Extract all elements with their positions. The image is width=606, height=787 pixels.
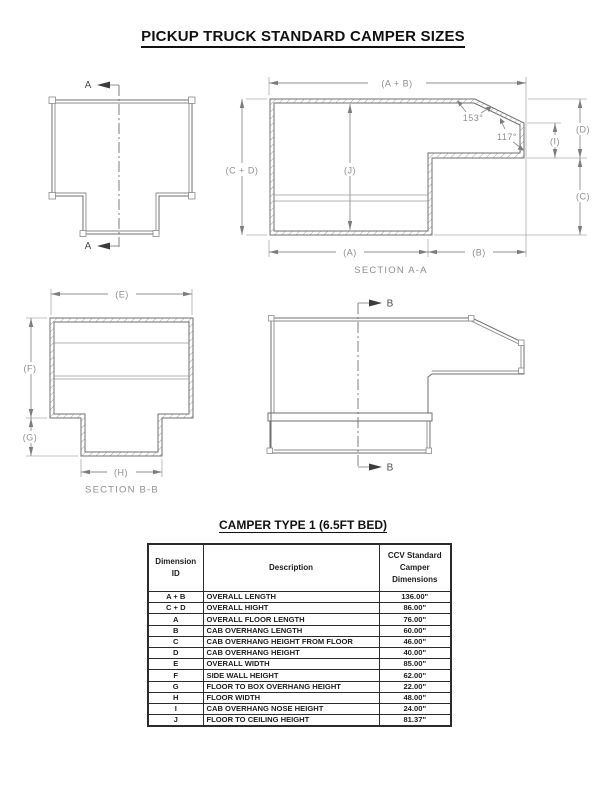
cell-value: 40.00" xyxy=(379,647,451,658)
cell-value: 62.00" xyxy=(379,670,451,681)
corner-mark xyxy=(189,193,196,200)
cell-description: OVERALL WIDTH xyxy=(203,659,379,670)
dim-label-c-plus-d: (C + D) xyxy=(225,165,259,176)
table-row xyxy=(148,636,451,647)
angle-label-153: 153° xyxy=(462,113,484,123)
cell-value: 24.00" xyxy=(379,703,451,714)
table-heading xyxy=(0,516,606,534)
section-label-b-bottom: B xyxy=(386,462,394,474)
section-arrow-a-top xyxy=(97,82,110,89)
table-row xyxy=(148,681,451,692)
corner-mark xyxy=(49,193,56,200)
table-row xyxy=(148,659,451,670)
cell-value: 85.00" xyxy=(379,659,451,670)
column-header-dimension-id: Dimension ID xyxy=(148,544,203,592)
camper-table-body xyxy=(148,592,451,727)
dim-label-j: (J) xyxy=(344,165,356,176)
section-bb-drawing xyxy=(16,288,193,496)
cell-description: SIDE WALL HEIGHT xyxy=(203,670,379,681)
page-title-text: PICKUP TRUCK STANDARD CAMPER SIZES xyxy=(141,28,465,48)
dim-label-h: (H) xyxy=(114,467,128,478)
table-row xyxy=(148,614,451,625)
table-row xyxy=(148,715,451,727)
cell-description: CAB OVERHANG NOSE HEIGHT xyxy=(203,703,379,714)
column-header-description: Description xyxy=(203,544,379,592)
cell-id: D xyxy=(148,647,203,658)
cell-value: 81.37" xyxy=(379,715,451,727)
dim-label-a-plus-b: (A + B) xyxy=(381,78,413,89)
side-view-drawing xyxy=(267,299,524,474)
cell-id: A xyxy=(148,614,203,625)
cell-description: OVERALL FLOOR LENGTH xyxy=(203,614,379,625)
cell-description: FLOOR WIDTH xyxy=(203,692,379,703)
cell-value: 48.00" xyxy=(379,692,451,703)
section-label-a-top: A xyxy=(84,80,92,91)
dim-label-i: (I) xyxy=(550,136,560,147)
cell-id: I xyxy=(148,703,203,714)
table-row xyxy=(148,670,451,681)
column-header-ccv-dimensions: CCV Standard Camper Dimensions xyxy=(379,544,451,592)
dim-label-b: (B) xyxy=(472,247,486,258)
cell-id: C + D xyxy=(148,603,203,614)
table-header-row xyxy=(148,544,451,592)
section-label-a-bottom: A xyxy=(84,241,92,252)
section-bb-title: SECTION B-B xyxy=(85,484,159,496)
cell-value: 136.00" xyxy=(379,592,451,603)
cell-description: CAB OVERHANG HEIGHT FROM FLOOR xyxy=(203,636,379,647)
section-label-b-top: B xyxy=(386,298,394,310)
table-row xyxy=(148,703,451,714)
table-row xyxy=(148,647,451,658)
dim-label-f: (F) xyxy=(23,363,37,374)
cell-id: G xyxy=(148,681,203,692)
top-view-drawing xyxy=(49,80,195,252)
corner-mark xyxy=(469,316,475,322)
section-arrow-b-bottom xyxy=(369,464,382,471)
section-arrow-a-bottom xyxy=(97,243,110,250)
section-aa-title: SECTION A-A xyxy=(354,265,428,276)
table-row xyxy=(148,603,451,614)
cell-id: C xyxy=(148,636,203,647)
cell-description: FLOOR TO BOX OVERHANG HEIGHT xyxy=(203,681,379,692)
cell-description: CAB OVERHANG HEIGHT xyxy=(203,647,379,658)
section-aa-drawing xyxy=(219,76,597,276)
cell-id: F xyxy=(148,670,203,681)
table-heading-text: CAMPER TYPE 1 (6.5FT BED) xyxy=(218,518,388,532)
section-arrow-b-top xyxy=(369,300,382,307)
cell-value: 22.00" xyxy=(379,681,451,692)
dim-label-a: (A) xyxy=(343,247,357,258)
cell-id: B xyxy=(148,625,203,636)
angle-label-117: 117° xyxy=(497,132,517,142)
cell-description: OVERALL LENGTH xyxy=(203,592,379,603)
cell-description: OVERALL HIGHT xyxy=(203,603,379,614)
dim-label-d: (D) xyxy=(576,124,590,135)
dim-label-c: (C) xyxy=(576,191,590,202)
cell-value: 86.00" xyxy=(379,603,451,614)
corner-mark xyxy=(189,97,196,104)
corner-mark xyxy=(426,448,432,454)
table-row xyxy=(148,592,451,603)
corner-mark xyxy=(49,97,56,104)
cell-value: 76.00" xyxy=(379,614,451,625)
table-row xyxy=(148,692,451,703)
cell-description: CAB OVERHANG LENGTH xyxy=(203,625,379,636)
cell-id: A + B xyxy=(148,592,203,603)
corner-mark xyxy=(519,368,525,374)
table-row xyxy=(148,625,451,636)
cell-id: H xyxy=(148,692,203,703)
cell-value: 60.00" xyxy=(379,625,451,636)
dim-label-g: (G) xyxy=(22,432,38,443)
corner-mark xyxy=(80,231,86,237)
corner-mark xyxy=(267,448,273,454)
cell-id: E xyxy=(148,659,203,670)
corner-mark xyxy=(269,316,275,322)
dim-label-e: (E) xyxy=(115,289,129,300)
camper-dimensions-table xyxy=(147,543,452,727)
cell-value: 46.00" xyxy=(379,636,451,647)
corner-mark xyxy=(519,340,525,346)
cell-id: J xyxy=(148,715,203,727)
corner-mark xyxy=(153,231,159,237)
cell-description: FLOOR TO CEILING HEIGHT xyxy=(203,715,379,727)
